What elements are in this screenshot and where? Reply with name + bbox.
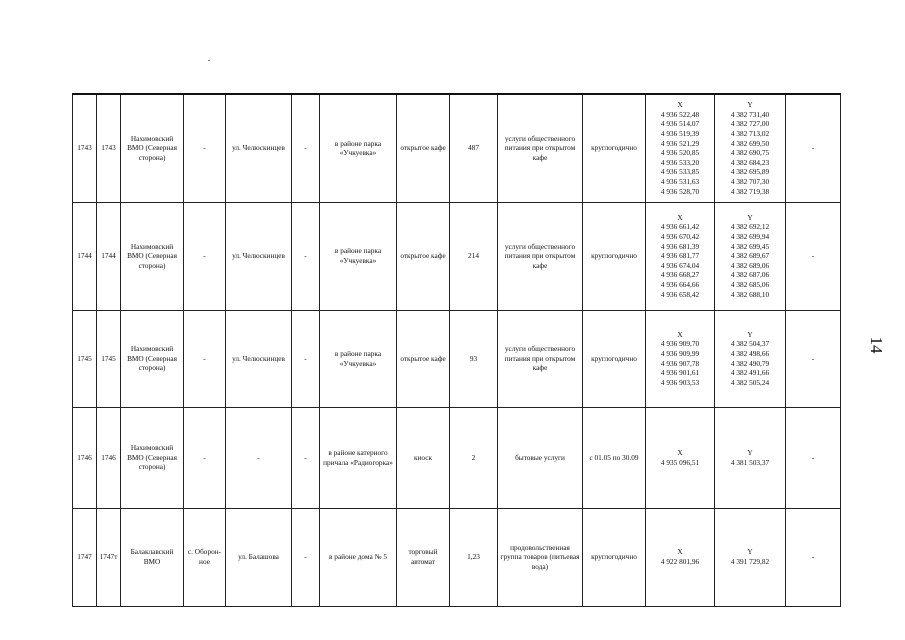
cell-coord-y: [715, 202, 786, 310]
coord-x-label: X: [677, 212, 683, 222]
cell-street: -: [226, 407, 292, 508]
table-row: [73, 310, 841, 407]
cell-last: -: [786, 202, 841, 310]
cell-no: 1747: [73, 508, 97, 606]
coord-y-value: 4 382 490,79: [730, 358, 770, 368]
coord-x-label: X: [677, 547, 683, 557]
coord-x-value: 4 936 522,48: [660, 109, 700, 119]
cell-area: 93: [450, 310, 498, 407]
cell-no: 1745: [73, 310, 97, 407]
cell-district: Нахимовский ВМО (Северная сторона): [121, 94, 184, 202]
cell-coord-x: [646, 310, 715, 407]
cell-house: -: [292, 94, 320, 202]
cell-specialization: услуги общественного питания при открытом кафе: [498, 310, 583, 407]
coord-y-label: Y: [747, 447, 753, 457]
cell-area: 2: [450, 407, 498, 508]
cell-last: -: [786, 407, 841, 508]
coord-x-value: 4 936 668,27: [660, 270, 700, 280]
coord-y-label: Y: [747, 100, 753, 110]
cell-house: -: [292, 202, 320, 310]
scan-speck: [208, 60, 210, 61]
cell-coord-y: [715, 407, 786, 508]
cell-specialization: бытовые услуги: [498, 407, 583, 508]
page-number: 14: [867, 336, 886, 354]
cell-no: 1746: [73, 407, 97, 508]
cell-period: круглогодично: [583, 202, 646, 310]
coord-y-value: 4 382 688,10: [730, 289, 770, 299]
coord-y-value: 4 382 699,45: [730, 241, 770, 251]
coord-x-value: 4 935 096,51: [660, 457, 700, 467]
cell-object-type: торговый автомат: [397, 508, 450, 606]
coord-x-label: X: [677, 329, 683, 339]
coord-y-value: 4 382 689,67: [730, 251, 770, 261]
table-row: [73, 202, 841, 310]
cell-area: 1,23: [450, 508, 498, 606]
coord-x-value: 4 936 670,42: [660, 232, 700, 242]
coord-y-value: 4 382 690,75: [730, 148, 770, 158]
coord-y-value: 4 382 699,50: [730, 138, 770, 148]
coord-x-value: 4 936 519,39: [660, 129, 700, 139]
coord-y-value: 4 382 699,94: [730, 232, 770, 242]
coord-x-value: 4 936 528,70: [660, 186, 700, 196]
cell-period: круглогодично: [583, 310, 646, 407]
cell-coord-y: [715, 508, 786, 606]
coord-y-value: 4 382 505,24: [730, 377, 770, 387]
cell-object-type: открытое кафе: [397, 202, 450, 310]
coord-y-value: 4 382 687,06: [730, 270, 770, 280]
cell-district: Нахимовский ВМО (Северная сторона): [121, 407, 184, 508]
cell-street: ул. Челюскинцев: [226, 202, 292, 310]
cell-period: круглогодично: [583, 94, 646, 202]
coord-y-value: 4 382 684,23: [730, 157, 770, 167]
cell-object-type: открытое кафе: [397, 94, 450, 202]
cell-street: ул. Челюскинцев: [226, 310, 292, 407]
coord-x-value: 4 936 909,99: [660, 348, 700, 358]
cell-settlement: -: [184, 94, 226, 202]
cell-landmark: в районе катерного причала «Радиогорка»: [320, 407, 397, 508]
coord-y-value: 4 382 689,06: [730, 260, 770, 270]
coord-x-value: 4 936 658,42: [660, 289, 700, 299]
coord-y-label: Y: [747, 212, 753, 222]
coord-y-label: Y: [747, 547, 753, 557]
coord-x-value: 4 936 681,39: [660, 241, 700, 251]
coord-x-value: 4 936 521,29: [660, 138, 700, 148]
coord-y-value: 4 382 707,30: [730, 177, 770, 187]
coord-x-value: 4 936 903,53: [660, 377, 700, 387]
coord-y-value: 4 381 503,37: [730, 457, 770, 467]
cell-settlement: -: [184, 407, 226, 508]
cell-coord-x: [646, 407, 715, 508]
cell-last: -: [786, 94, 841, 202]
cell-object-type: киоск: [397, 407, 450, 508]
coord-y-value: 4 382 731,40: [730, 109, 770, 119]
coord-y-value: 4 382 491,66: [730, 368, 770, 378]
coord-y-value: 4 382 685,06: [730, 279, 770, 289]
cell-landmark: в районе парка «Учкуевка»: [320, 202, 397, 310]
cell-street: ул. Балашова: [226, 508, 292, 606]
cell-house: -: [292, 310, 320, 407]
coord-y-value: 4 391 729,82: [730, 557, 770, 566]
cell-landmark: в районе парка «Учкуевка»: [320, 94, 397, 202]
cell-landmark: в районе дома № 5: [320, 508, 397, 606]
coord-x-value: 4 936 514,07: [660, 119, 700, 129]
coord-y-value: 4 382 727,00: [730, 119, 770, 129]
cell-coord-x: [646, 202, 715, 310]
coord-y-value: 4 382 504,37: [730, 339, 770, 349]
cell-coord-y: [715, 94, 786, 202]
coord-y-value: 4 382 719,38: [730, 186, 770, 196]
coord-x-value: 4 936 531,63: [660, 177, 700, 187]
cell-code: 1747т: [97, 508, 121, 606]
cell-area: 214: [450, 202, 498, 310]
cell-district: Балаклавский ВМО: [121, 508, 184, 606]
cell-settlement: -: [184, 310, 226, 407]
coord-x-value: 4 936 681,77: [660, 251, 700, 261]
cell-code: 1744: [97, 202, 121, 310]
coord-y-value: 4 382 695,89: [730, 167, 770, 177]
coord-x-value: 4 936 533,20: [660, 157, 700, 167]
cell-specialization: услуги общественного питания при открытом кафе: [498, 202, 583, 310]
cell-no: 1743: [73, 94, 97, 202]
coord-x-value: 4 936 520,85: [660, 148, 700, 158]
coord-x-value: 4 936 533,85: [660, 167, 700, 177]
table-row: [73, 508, 841, 606]
cell-specialization: услуги общественного питания при открытом кафе: [498, 94, 583, 202]
cell-district: Нахимовский ВМО (Северная сторона): [121, 202, 184, 310]
table-row: [73, 94, 841, 202]
cell-no: 1744: [73, 202, 97, 310]
registry-table: [72, 93, 841, 607]
coord-y-value: 4 382 498,66: [730, 348, 770, 358]
cell-coord-x: [646, 508, 715, 606]
registry-rows: [73, 94, 841, 606]
coord-y-label: Y: [747, 329, 753, 339]
cell-last: -: [786, 508, 841, 606]
coord-x-value: 4 936 664,66: [660, 279, 700, 289]
coord-x-value: 4 922 801,96: [660, 557, 700, 566]
coord-x-value: 4 936 661,42: [660, 222, 700, 232]
cell-period: круглогодично: [583, 508, 646, 606]
cell-house: -: [292, 407, 320, 508]
cell-object-type: открытое кафе: [397, 310, 450, 407]
cell-coord-x: [646, 94, 715, 202]
cell-period: с 01.05 по 30.09: [583, 407, 646, 508]
cell-settlement: -: [184, 202, 226, 310]
cell-coord-y: [715, 310, 786, 407]
coord-x-label: X: [677, 447, 683, 457]
cell-settlement: с. Оборон-ное: [184, 508, 226, 606]
coord-x-value: 4 936 674,04: [660, 260, 700, 270]
coord-y-value: 4 382 692,12: [730, 222, 770, 232]
table-row: [73, 407, 841, 508]
cell-last: -: [786, 310, 841, 407]
cell-district: Нахимовский ВМО (Северная сторона): [121, 310, 184, 407]
cell-specialization: продовольственная группа товаров (питьевая вода): [498, 508, 583, 606]
cell-code: 1745: [97, 310, 121, 407]
cell-landmark: в районе парка «Учкуевка»: [320, 310, 397, 407]
coord-x-label: X: [677, 100, 683, 110]
cell-area: 487: [450, 94, 498, 202]
coord-x-value: 4 936 907,78: [660, 358, 700, 368]
cell-code: 1743: [97, 94, 121, 202]
cell-code: 1746: [97, 407, 121, 508]
coord-x-value: 4 936 901,61: [660, 368, 700, 378]
coord-x-value: 4 936 909,70: [660, 339, 700, 349]
cell-street: ул. Челюскинцев: [226, 94, 292, 202]
coord-y-value: 4 382 713,02: [730, 129, 770, 139]
cell-house: -: [292, 508, 320, 606]
